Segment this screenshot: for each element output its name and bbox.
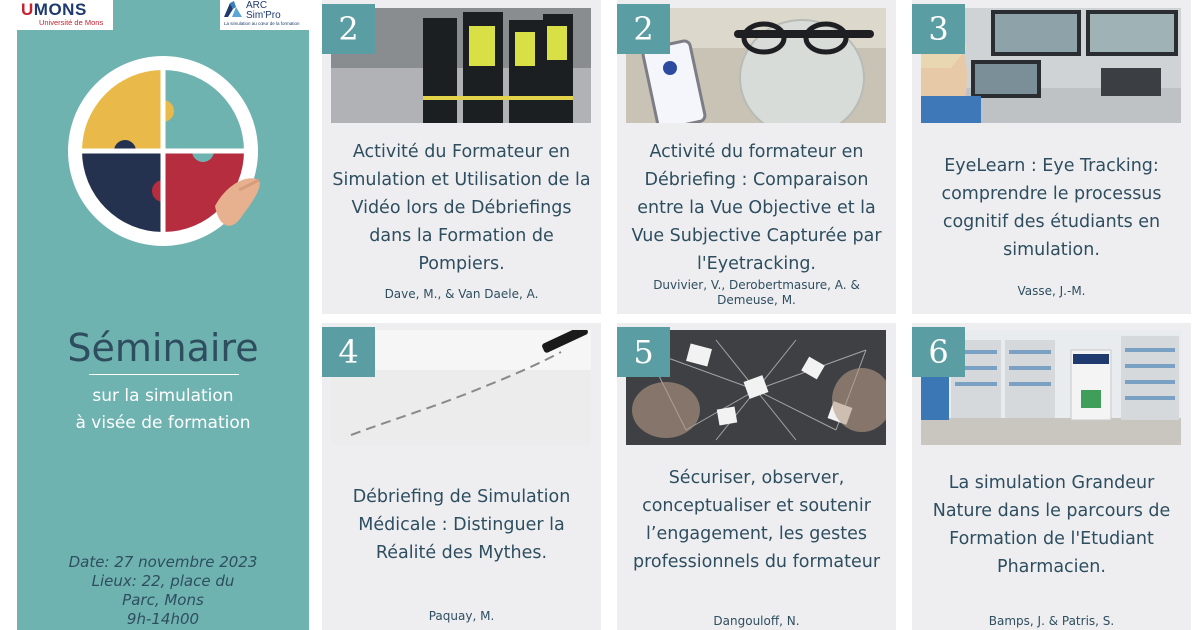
talk-title-line: professionnels du formateur [632, 552, 881, 572]
arc-logo-line1: ARC [246, 0, 268, 11]
talk-title-line: Débriefing : Comparaison [644, 170, 869, 190]
title-divider [89, 374, 239, 375]
talk-authors [330, 609, 593, 624]
umons-logo-u: U [21, 0, 34, 19]
talk-authors [625, 614, 888, 629]
arc-simpro-logo [220, 0, 310, 30]
talk-title-line: entre la Vue Objective et la [637, 198, 876, 218]
talk-card [322, 0, 601, 314]
talk-title-line: l'Eyetracking. [696, 254, 816, 274]
umons-logo [17, 0, 113, 30]
talk-card [617, 323, 896, 630]
talk-authors [330, 287, 593, 302]
event-place-line1: Lieux: 22, place du [91, 572, 235, 590]
talk-title-line: Vidéo lors de Débriefings [351, 198, 572, 218]
talk-number-badge: 2 [322, 4, 375, 54]
talk-title [625, 138, 888, 278]
talk-authors-line: Dave, M., & Van Daele, A. [384, 287, 539, 301]
talk-title-line: comprendre le processus [941, 184, 1162, 204]
talk-title-line: Activité du formateur en [649, 142, 864, 162]
talk-title-line: Médicale : Distinguer la [358, 515, 565, 535]
talk-title-line: conceptualiser et soutenir [642, 496, 871, 516]
talk-title-line: Vue Subjective Capturée par [631, 226, 882, 246]
umons-logo-subtitle: Université de Mons [39, 18, 104, 27]
talk-title-line: l’engagement, les gestes [646, 524, 867, 544]
talk-title-line: Activité du Formateur en [352, 142, 571, 162]
puzzle-circle-icon [55, 56, 271, 246]
talk-number-badge: 5 [617, 327, 670, 377]
talk-title [330, 138, 593, 278]
talk-authors [920, 284, 1183, 299]
talk-title [330, 483, 593, 567]
talk-title-line: Simulation et Utilisation de la [332, 170, 591, 190]
talk-title-line: Réalité des Mythes. [375, 543, 548, 563]
talk-number-badge: 6 [912, 327, 965, 377]
talk-number-badge: 4 [322, 327, 375, 377]
talk-number-badge: 3 [912, 4, 965, 54]
seminar-subtitle [17, 383, 309, 437]
arc-logo-icon [224, 1, 242, 17]
talk-card [912, 0, 1191, 314]
event-place-line2: Parc, Mons [122, 591, 204, 609]
arc-logo-line2: Sim'Pro [246, 10, 281, 21]
talk-authors [920, 614, 1183, 629]
talk-authors-line: Paquay, M. [428, 609, 495, 623]
sidebar-panel [17, 0, 309, 630]
talk-title-line: EyeLearn : Eye Tracking: [944, 156, 1159, 176]
talk-authors-line: Bamps, J. & Patris, S. [988, 614, 1115, 628]
talk-title-line: Pompiers. [418, 254, 505, 274]
event-date: Date: 27 novembre 2023 [68, 553, 258, 571]
event-info [17, 553, 309, 629]
talk-title-line: Sécuriser, observer, [668, 468, 845, 488]
seminar-title: Séminaire [67, 326, 259, 370]
talk-title-line: dans la Formation de [369, 226, 554, 246]
talk-title-line: Pharmacien. [997, 557, 1106, 577]
talk-title-line: cognitif des étudiants en [942, 212, 1161, 232]
talk-title [920, 152, 1183, 264]
event-hours: 9h-14h00 [126, 610, 200, 628]
talk-title-line: simulation. [1003, 240, 1100, 260]
talk-authors-line: Demeuse, M. [717, 293, 796, 307]
talk-authors [625, 278, 888, 308]
talk-card [912, 323, 1191, 630]
seminar-subtitle-line1: sur la simulation [92, 386, 234, 406]
talk-title-line: Débriefing de Simulation [352, 487, 571, 507]
talk-title [625, 464, 888, 576]
talk-card [322, 323, 601, 630]
talk-authors-line: Duvivier, V., Derobertmasure, A. & [653, 278, 860, 292]
talk-title [920, 469, 1183, 581]
talk-number-badge: 2 [617, 4, 670, 54]
umons-logo-text: MONS [33, 0, 87, 19]
talk-authors-line: Vasse, J.-M. [1017, 284, 1086, 298]
talk-title-line: La simulation Grandeur [948, 473, 1155, 493]
talk-title-line: Formation de l'Etudiant [949, 529, 1154, 549]
arc-logo-tagline: La simulation au cœur de la formation [224, 21, 300, 26]
seminar-subtitle-line2: à visée de formation [75, 413, 251, 433]
talk-title-line: Nature dans le parcours de [932, 501, 1171, 521]
talk-card [617, 0, 896, 314]
talk-authors-line: Dangouloff, N. [713, 614, 800, 628]
